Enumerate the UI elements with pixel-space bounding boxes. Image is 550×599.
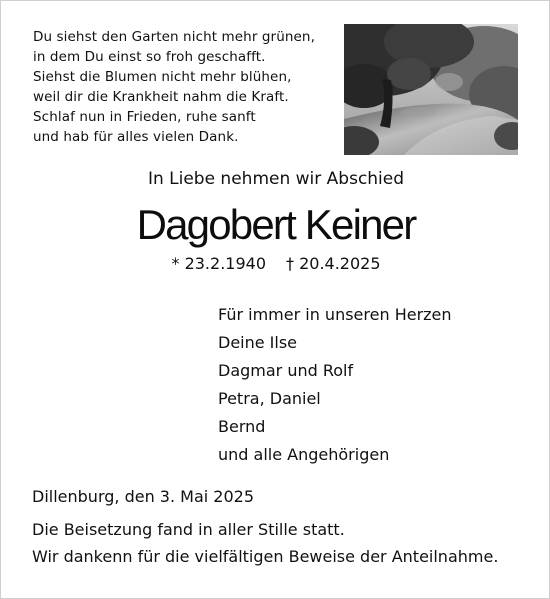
mourner-line: Deine Ilse <box>218 333 298 352</box>
thanks-note: Wir dankenn für die vielfältigen Beweise der Anteilnahme. <box>32 547 499 566</box>
farewell-heading: In Liebe nehmen wir Abschied <box>147 169 405 189</box>
poem-line: Siehst die Blumen nicht mehr blühen, <box>33 69 292 85</box>
mourner-line: Bernd <box>218 417 266 436</box>
mourner-line: Für immer in unseren Herzen <box>218 305 452 324</box>
funeral-note: Die Beisetzung fand in aller Stille statt. <box>32 520 345 539</box>
deceased-name: Dagobert Keiner <box>136 201 416 248</box>
mourner-line: und alle Angehörigen <box>218 445 390 464</box>
mourner-line: Dagmar und Rolf <box>218 361 354 380</box>
death-date: † 20.4.2025 <box>286 254 381 273</box>
life-dates <box>1 251 550 277</box>
mourners-list <box>218 301 452 469</box>
poem-line: in dem Du einst so froh geschafft. <box>33 49 266 65</box>
birth-date: * 23.2.1940 <box>171 254 266 273</box>
garden-photo <box>344 24 518 155</box>
poem-line: Du siehst den Garten nicht mehr grünen, <box>33 29 315 45</box>
poem-line: und hab für alles vielen Dank. <box>33 129 239 145</box>
notice-footer <box>32 483 542 570</box>
memorial-poem <box>33 27 333 147</box>
poem-line: weil dir die Krankheit nahm die Kraft. <box>33 89 289 105</box>
poem-line: Schlaf nun in Frieden, ruhe sanft <box>33 109 256 125</box>
mourner-line: Petra, Daniel <box>218 389 321 408</box>
place-and-date: Dillenburg, den 3. Mai 2025 <box>32 487 254 506</box>
